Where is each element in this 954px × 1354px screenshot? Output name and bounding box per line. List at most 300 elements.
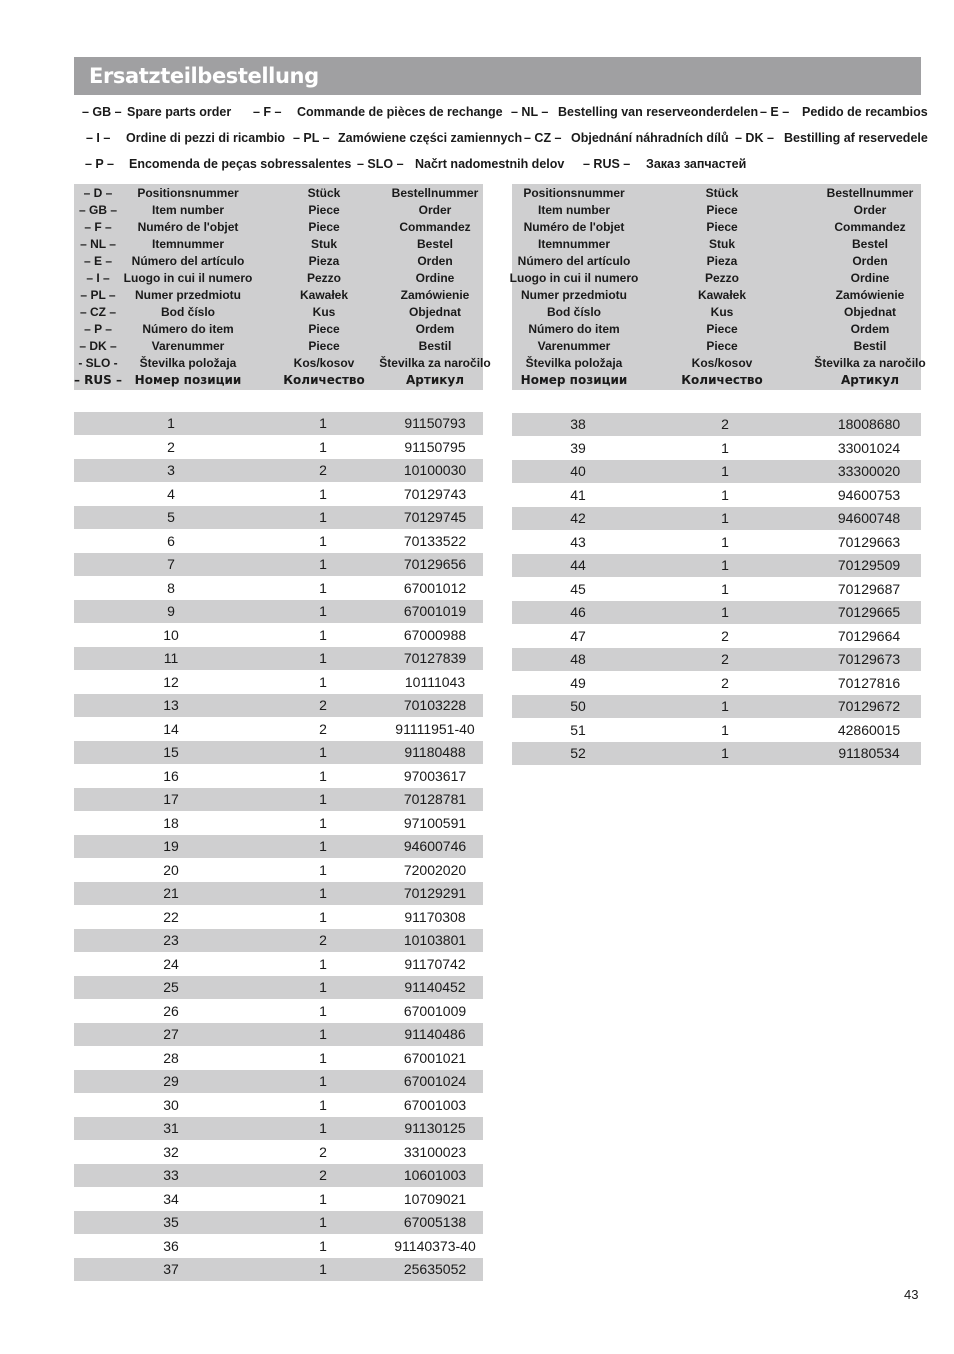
cell-pos: 25 — [163, 979, 179, 995]
header-qty: Количество — [283, 373, 365, 387]
header-order: Bestellnummer — [391, 186, 479, 200]
header-order: Ordem — [850, 322, 890, 336]
header-pos: Itemnummer — [537, 237, 611, 251]
header-pos: Item number — [151, 203, 225, 217]
header-pos: Varenummer — [537, 339, 611, 353]
language-text: Заказ запчастей — [646, 157, 747, 171]
language-text: Bestelling van reserveonderdelen — [558, 105, 759, 119]
header-code: – GB – — [78, 203, 118, 217]
cell-order: 70129745 — [403, 509, 467, 525]
table-row — [74, 1070, 483, 1093]
header-qty: Stück — [307, 186, 341, 200]
cell-qty: 1 — [319, 838, 327, 854]
table-row — [74, 1188, 483, 1211]
language-code: – P – — [85, 157, 114, 171]
cell-order: 70127839 — [403, 650, 467, 666]
cell-order: 70129672 — [837, 698, 901, 714]
cell-order: 91170742 — [404, 955, 466, 972]
language-code: – SLO – — [357, 157, 404, 171]
cell-qty: 2 — [721, 674, 729, 691]
header-order: Ordem — [415, 322, 455, 336]
cell-order: 10103801 — [403, 932, 467, 948]
table-row — [74, 436, 483, 459]
cell-qty: 1 — [721, 510, 729, 526]
cell-qty: 2 — [319, 697, 327, 713]
header-qty: Kos/kosov — [691, 356, 753, 370]
cell-qty: 1 — [721, 439, 729, 456]
header-code: – RUS – — [74, 373, 122, 387]
header-order: Bestel — [851, 237, 889, 251]
header-pos: Número del artículo — [131, 254, 245, 268]
header-pos: Número do item — [528, 322, 620, 336]
cell-order: 10111043 — [404, 673, 466, 690]
cell-order: 70129656 — [403, 556, 467, 572]
cell-pos: 24 — [163, 955, 179, 972]
header-row — [74, 321, 483, 338]
cell-qty: 1 — [721, 463, 729, 479]
cell-pos: 10 — [163, 626, 179, 643]
cell-pos: 30 — [163, 1096, 179, 1113]
cell-qty: 1 — [319, 650, 327, 666]
cell-order: 97100591 — [403, 814, 467, 831]
header-pos: Numéro de l'objet — [523, 220, 625, 234]
cell-pos: 49 — [570, 674, 586, 691]
header-code: – DK – — [79, 339, 117, 353]
cell-qty: 1 — [319, 1096, 327, 1113]
header-code: – PL – — [80, 288, 116, 302]
cell-qty: 1 — [319, 438, 327, 455]
header-order: Bestil — [418, 339, 452, 353]
cell-order: 67001024 — [403, 1073, 467, 1089]
cell-pos: 29 — [163, 1073, 179, 1089]
table-row — [74, 953, 483, 976]
header-order: Order — [853, 203, 887, 217]
cell-order: 97003617 — [403, 767, 467, 784]
cell-qty: 1 — [319, 1190, 327, 1207]
header-qty: Piece — [308, 339, 340, 353]
language-code: – I – — [86, 131, 111, 145]
language-code: – F – — [253, 105, 282, 119]
table-row — [512, 437, 921, 460]
header-row — [74, 287, 483, 304]
cell-qty: 1 — [721, 486, 729, 503]
table-row — [74, 812, 483, 835]
table-row — [74, 1141, 483, 1164]
cell-pos: 35 — [163, 1214, 179, 1230]
language-entry — [0, 155, 954, 175]
header-code: – E – — [83, 254, 113, 268]
header-qty: Stück — [705, 186, 739, 200]
cell-pos: 31 — [163, 1120, 179, 1136]
header-row — [512, 253, 921, 270]
cell-pos: 39 — [570, 439, 586, 456]
header-pos: Numer przedmiotu — [134, 288, 242, 302]
header-qty: Kawałek — [299, 288, 349, 302]
cell-qty: 1 — [319, 744, 327, 760]
cell-pos: 19 — [163, 838, 179, 854]
cell-qty: 2 — [319, 462, 327, 478]
cell-qty: 2 — [721, 651, 729, 667]
table-row — [74, 1094, 483, 1117]
header-pos: Luogo in cui il numero — [123, 271, 253, 285]
header-pos: Itemnummer — [151, 237, 225, 251]
language-code: – E – — [760, 105, 790, 119]
header-order: Commandez — [834, 220, 906, 234]
table-row — [512, 578, 921, 601]
cell-order: 91150795 — [404, 438, 466, 455]
cell-pos: 37 — [163, 1261, 179, 1277]
header-order: Objednat — [408, 305, 462, 319]
cell-qty: 1 — [319, 861, 327, 878]
cell-pos: 36 — [163, 1237, 179, 1254]
page-title: Ersatzteilbestellung — [74, 57, 921, 95]
header-row — [74, 185, 483, 202]
header-order: Številka za naročilo — [379, 356, 491, 370]
cell-qty: 1 — [721, 698, 729, 714]
header-row — [512, 219, 921, 236]
header-qty: Piece — [706, 322, 738, 336]
header-qty: Kus — [312, 305, 336, 319]
header-order: Ordine — [415, 271, 455, 285]
header-pos: Número del artículo — [517, 254, 631, 268]
header-row — [512, 185, 921, 202]
cell-order: 10709021 — [403, 1190, 467, 1207]
cell-order: 91140486 — [404, 1026, 466, 1042]
cell-pos: 52 — [570, 745, 586, 761]
header-qty: Kus — [710, 305, 734, 319]
cell-pos: 12 — [163, 673, 179, 690]
table-row — [512, 625, 921, 648]
header-pos: Bod číslo — [160, 305, 216, 319]
cell-qty: 1 — [319, 1214, 327, 1230]
cell-pos: 43 — [570, 533, 586, 550]
cell-qty: 1 — [319, 1073, 327, 1089]
language-entry — [0, 103, 954, 123]
header-pos: Номер позиции — [134, 373, 242, 387]
header-qty: Piece — [706, 220, 738, 234]
cell-order: 70129673 — [837, 651, 901, 667]
cell-qty: 1 — [721, 604, 729, 620]
language-code: – NL – — [511, 105, 549, 119]
cell-pos: 1 — [167, 415, 175, 431]
cell-qty: 1 — [319, 1261, 327, 1277]
cell-order: 91130125 — [404, 1120, 466, 1136]
cell-pos: 32 — [163, 1143, 179, 1160]
table-row — [74, 906, 483, 929]
cell-qty: 1 — [319, 556, 327, 572]
header-qty: Piece — [706, 339, 738, 353]
header-order: Zamówienie — [835, 288, 905, 302]
table-row — [512, 531, 921, 554]
cell-qty: 1 — [319, 626, 327, 643]
table-row — [74, 1117, 483, 1140]
header-pos: Luogo in cui il numero — [509, 271, 639, 285]
page-number: 43 — [904, 1287, 919, 1302]
table-row — [512, 648, 921, 671]
header-order: Артикул — [841, 373, 899, 387]
cell-pos: 50 — [570, 698, 586, 714]
cell-order: 70129664 — [837, 627, 901, 644]
cell-order: 70129509 — [837, 557, 901, 573]
cell-qty: 2 — [319, 932, 327, 948]
table-row — [74, 929, 483, 952]
cell-pos: 11 — [163, 650, 179, 666]
header-pos: Številka položaja — [139, 356, 237, 370]
header-order: Bestil — [853, 339, 887, 353]
table-row — [512, 719, 921, 742]
header-row — [512, 372, 921, 389]
cell-order: 67001012 — [403, 579, 467, 596]
cell-pos: 20 — [163, 861, 179, 878]
header-row — [74, 338, 483, 355]
cell-pos: 22 — [163, 908, 179, 925]
header-row — [512, 355, 926, 372]
cell-pos: 15 — [163, 744, 179, 760]
cell-pos: 28 — [163, 1049, 179, 1066]
cell-qty: 1 — [319, 1026, 327, 1042]
header-qty: Kawałek — [697, 288, 747, 302]
cell-order: 70103228 — [403, 697, 467, 713]
header-qty: Pezzo — [704, 271, 740, 285]
cell-order: 70127816 — [837, 674, 901, 691]
cell-qty: 2 — [319, 1143, 327, 1160]
cell-pos: 4 — [167, 485, 175, 502]
header-right — [509, 184, 926, 390]
header-row — [74, 236, 483, 253]
cell-pos: 8 — [167, 579, 175, 596]
table-row — [74, 506, 483, 529]
language-text: Ordine di pezzi di ricambio — [126, 131, 286, 145]
header-qty: Piece — [308, 203, 340, 217]
table-row — [512, 554, 921, 577]
cell-order: 42860015 — [837, 721, 901, 738]
cell-pos: 41 — [570, 486, 586, 503]
language-entry — [0, 129, 954, 149]
cell-order: 67001019 — [403, 603, 467, 619]
header-code: – F – — [84, 220, 112, 234]
header-order: Commandez — [399, 220, 471, 234]
header-pos: Numéro de l'objet — [137, 220, 239, 234]
table-row — [74, 530, 483, 553]
cell-pos: 2 — [167, 438, 175, 455]
table-row — [74, 694, 483, 717]
header-qty: Piece — [308, 220, 340, 234]
header-qty: Pieza — [308, 254, 340, 268]
header-code: – D – — [83, 186, 113, 200]
cell-pos: 44 — [570, 557, 586, 573]
language-text: Encomenda de peças sobressalentes — [129, 157, 352, 171]
cell-qty: 1 — [721, 745, 729, 761]
cell-qty: 2 — [721, 627, 729, 644]
cell-pos: 51 — [570, 721, 586, 738]
cell-qty: 2 — [319, 1167, 327, 1183]
table-row — [74, 624, 483, 647]
header-qty: Pezzo — [306, 271, 342, 285]
header-qty: Pieza — [706, 254, 738, 268]
header-row — [74, 270, 483, 287]
table-row — [74, 459, 483, 482]
table-row — [74, 1211, 483, 1234]
cell-order: 67005138 — [403, 1214, 467, 1230]
cell-qty: 1 — [319, 532, 327, 549]
table-row — [74, 671, 483, 694]
table-row — [74, 412, 483, 435]
cell-pos: 45 — [570, 580, 586, 597]
cell-pos: 47 — [570, 627, 586, 644]
cell-qty: 1 — [319, 908, 327, 925]
language-code: – RUS – — [583, 157, 631, 171]
header-row — [74, 202, 483, 219]
language-code: – CZ – — [524, 131, 562, 145]
cell-qty: 1 — [721, 580, 729, 597]
table-row — [74, 976, 483, 999]
cell-order: 67000988 — [403, 626, 467, 643]
table-row — [74, 765, 483, 788]
cell-order: 70129687 — [837, 580, 901, 597]
cell-pos: 26 — [163, 1002, 179, 1019]
header-left — [74, 184, 491, 390]
cell-order: 10100030 — [403, 462, 467, 478]
header-row — [512, 304, 921, 321]
cell-pos: 46 — [570, 604, 586, 620]
header-pos: Positionsnummer — [523, 186, 625, 200]
cell-order: 33100023 — [403, 1143, 467, 1160]
cell-order: 91140373-40 — [394, 1237, 476, 1254]
table-row — [512, 695, 921, 718]
header-pos: Número do item — [142, 322, 234, 336]
language-text: Spare parts order — [127, 105, 232, 119]
cell-qty: 1 — [319, 603, 327, 619]
table-row — [74, 835, 483, 858]
cell-pos: 48 — [570, 651, 586, 667]
header-code: – P – — [84, 322, 112, 336]
header-order: Артикул — [406, 373, 464, 387]
header-row — [74, 304, 483, 321]
table-row — [512, 672, 921, 695]
cell-qty: 1 — [319, 673, 327, 690]
header-row — [74, 355, 491, 372]
cell-order: 18008680 — [837, 416, 901, 432]
cell-pos: 21 — [163, 885, 179, 901]
header-row — [509, 270, 921, 287]
table-row — [74, 553, 483, 576]
cell-order: 70129665 — [837, 604, 901, 620]
cell-order: 91140452 — [404, 979, 466, 995]
cell-qty: 1 — [319, 979, 327, 995]
cell-pos: 6 — [167, 532, 175, 549]
cell-pos: 23 — [163, 932, 179, 948]
header-row — [512, 236, 921, 253]
header-row — [74, 219, 483, 236]
cell-order: 91180488 — [404, 744, 466, 760]
header-pos: Номер позиции — [520, 373, 628, 387]
cell-pos: 18 — [163, 814, 179, 831]
cell-qty: 2 — [721, 416, 729, 432]
table-row — [74, 882, 483, 905]
table-row — [74, 718, 483, 741]
table-row — [74, 600, 483, 623]
cell-order: 25635052 — [403, 1261, 467, 1277]
table-row — [512, 484, 921, 507]
cell-pos: 14 — [163, 720, 179, 737]
cell-order: 70129663 — [837, 533, 901, 550]
table-row — [74, 1235, 483, 1258]
cell-order: 10601003 — [403, 1167, 467, 1183]
cell-order: 33001024 — [837, 439, 901, 456]
header-row — [512, 287, 921, 304]
cell-pos: 5 — [167, 509, 175, 525]
header-order: Ordine — [850, 271, 890, 285]
table-row — [512, 742, 921, 765]
cell-pos: 42 — [570, 510, 586, 526]
cell-qty: 1 — [721, 533, 729, 550]
language-code: – GB – — [82, 105, 122, 119]
cell-order: 91150793 — [404, 415, 466, 431]
cell-pos: 17 — [163, 791, 179, 807]
cell-order: 91180534 — [838, 745, 900, 761]
cell-pos: 40 — [570, 463, 586, 479]
table-row — [512, 413, 921, 436]
cell-order: 70133522 — [403, 532, 467, 549]
cell-order: 67001003 — [403, 1096, 467, 1113]
cell-order: 67001021 — [403, 1049, 467, 1066]
cell-order: 72002020 — [403, 861, 467, 878]
cell-qty: 1 — [319, 814, 327, 831]
header-pos: Positionsnummer — [137, 186, 239, 200]
cell-order: 94600748 — [837, 510, 901, 526]
header-qty: Piece — [706, 203, 738, 217]
header-order: Objednat — [843, 305, 897, 319]
language-text: Pedido de recambios — [802, 105, 928, 119]
cell-qty: 1 — [319, 767, 327, 784]
header-code: – CZ – — [79, 305, 117, 319]
table-row — [74, 577, 483, 600]
table-row — [74, 1164, 483, 1187]
cell-pos: 16 — [163, 767, 179, 784]
header-order: Order — [418, 203, 452, 217]
table-row — [74, 647, 483, 670]
language-text: Bestilling af reservedele — [784, 131, 928, 145]
header-order: Orden — [417, 254, 453, 268]
header-pos: Številka položaja — [525, 356, 623, 370]
header-order: Bestel — [416, 237, 454, 251]
cell-qty: 2 — [319, 720, 327, 737]
header-order: Zamówienie — [400, 288, 470, 302]
cell-qty: 1 — [319, 955, 327, 972]
cell-order: 91111951-40 — [395, 720, 475, 737]
language-text: Zamówiene części zamiennych — [338, 131, 523, 145]
cell-order: 70128781 — [403, 791, 467, 807]
cell-pos: 9 — [167, 603, 175, 619]
cell-pos: 33 — [163, 1167, 179, 1183]
cell-qty: 1 — [319, 579, 327, 596]
cell-order: 94600753 — [837, 486, 901, 503]
cell-order: 70129291 — [403, 885, 467, 901]
table-row — [74, 1000, 483, 1023]
table-row — [512, 460, 921, 483]
cell-qty: 1 — [721, 557, 729, 573]
header-row — [512, 338, 921, 355]
header-row — [74, 372, 483, 389]
header-code: - SLO - — [78, 356, 118, 370]
header-pos: Bod číslo — [546, 305, 602, 319]
cell-pos: 13 — [163, 697, 179, 713]
cell-qty: 1 — [319, 509, 327, 525]
table-row — [74, 788, 483, 811]
language-text: Objednání náhradních dílů — [571, 131, 729, 145]
language-text: Commande de pièces de rechange — [297, 105, 503, 119]
cell-qty: 1 — [319, 1237, 327, 1254]
